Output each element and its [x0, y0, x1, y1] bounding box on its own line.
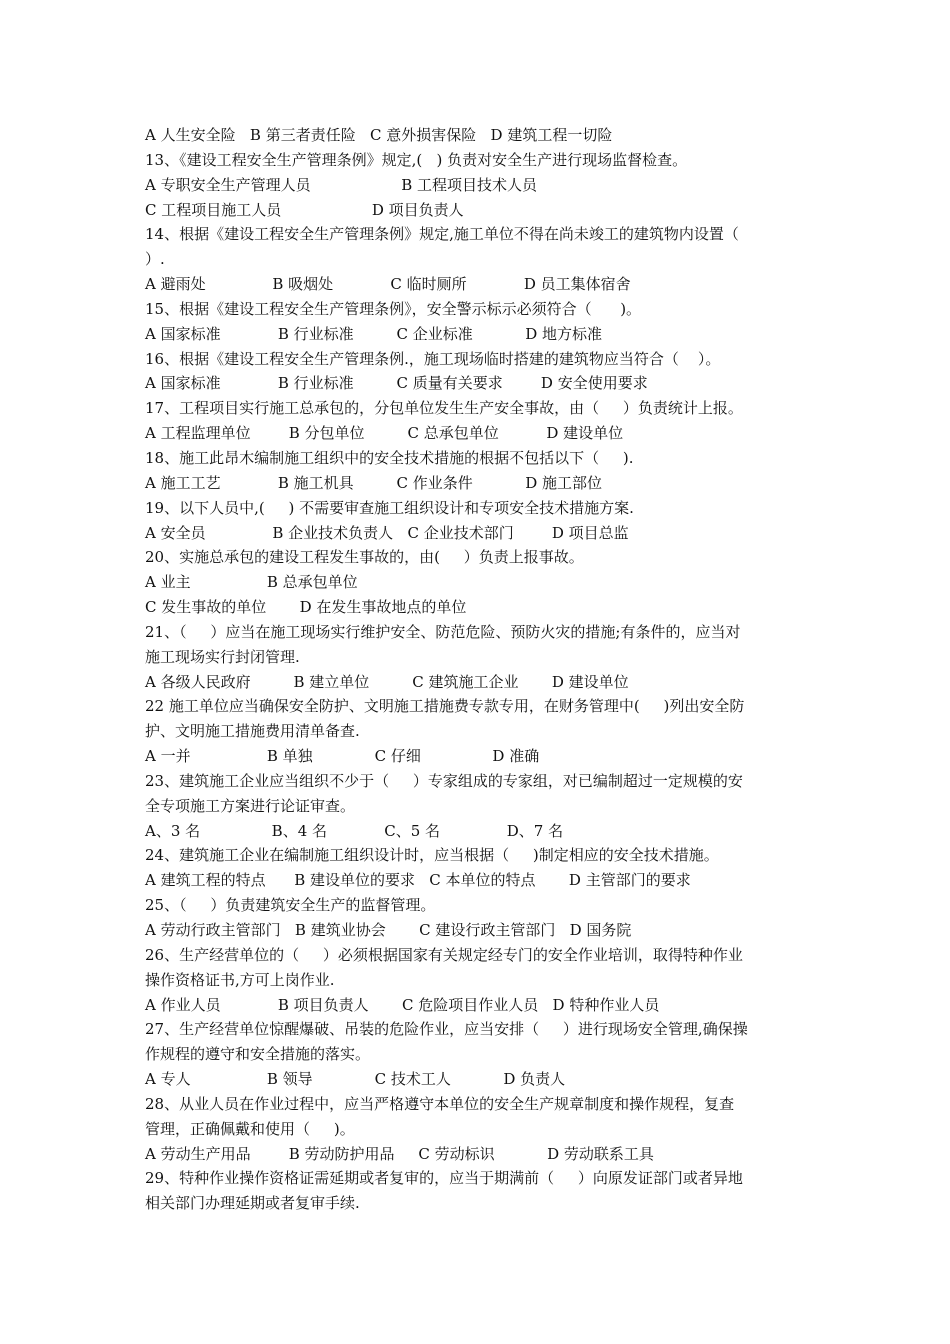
question-25: 25、（ ）负责建筑安全生产的监督管理。 [145, 896, 436, 915]
question-27: 27、生产经营单位惊醒爆破、吊装的危险作业，应当安排（ ）进行现场安全管理,确保操 [145, 1020, 748, 1039]
options-line: A 国家标准 B 行业标准 C 企业标准 D 地方标准 [145, 324, 603, 343]
options-line: A 工程监理单位 B 分包单位 C 总承包单位 D 建设单位 [145, 424, 624, 443]
question-28: 28、从业人员在作业过程中，应当严格遵守本单位的安全生产规章制度和操作规程，复查 [145, 1094, 735, 1113]
text-line: A 人生安全险 B 第三者责任险 C 意外损害保险 D 建筑工程一切险 [145, 126, 613, 144]
options-line: A 避雨处 B 吸烟处 C 临时厕所 D 员工集体宿舍 [145, 275, 631, 294]
question-28-continued: 管理，正确佩戴和使用（ )。 [145, 1119, 355, 1138]
options-line: C 发生事故的单位 D 在发生事故地点的单位 [145, 598, 467, 617]
question-20: 20、实施总承包的建设工程发生事故的，由( ）负责上报事故。 [145, 548, 584, 567]
options-line: A 建筑工程的特点 B 建设单位的要求 C 本单位的特点 D 主管部门的要求 [145, 871, 691, 890]
options-line: A 专职安全生产管理人员 B 工程项目技术人员 [145, 175, 537, 194]
options-line: A 业主 B 总承包单位 [145, 573, 358, 592]
question-15: 15、根据《建设工程安全生产管理条例》，安全警示标示必须符合（ )。 [145, 299, 642, 318]
options-line: A、3 名 B、4 名 C、5 名 D、7 名 [145, 821, 564, 840]
options-line: C 工程项目施工人员 D 项目负责人 [145, 200, 464, 219]
question-18: 18、施工此昂木编制施工组织中的安全技术措施的根据不包括以下（ ). [145, 448, 634, 467]
question-29-continued: 相关部门办理延期或者复审手续. [145, 1194, 360, 1213]
options-line: A 一并 B 单独 C 仔细 D 准确 [145, 747, 540, 766]
options-line: A 劳动行政主管部门 B 建筑业协会 C 建设行政主管部门 D 国务院 [145, 921, 632, 939]
options-line: A 安全员 B 企业技术负责人 C 企业技术部门 D 项目总监 [145, 523, 629, 542]
question-29: 29、特种作业操作资格证需延期或者复审的，应当于期满前（ ）向原发证部门或者异地 [145, 1169, 743, 1188]
question-14: 14、根据《建设工程安全生产管理条例》规定,施工单位不得在尚未竣工的建筑物内设置（ [145, 225, 739, 244]
options-line: A 国家标准 B 行业标准 C 质量有关要求 D 安全使用要求 [145, 374, 648, 393]
question-21-continued: 施工现场实行封闭管理. [145, 647, 300, 666]
question-13: 13、《建设工程安全生产管理条例》规定,( ) 负责对安全生产进行现场监督检查。 [145, 150, 688, 169]
document-page [145, 123, 813, 1216]
options-line: A 劳动生产用品 B 劳动防护用品 C 劳动标识 D 劳动联系工具 [145, 1144, 654, 1163]
question-26-continued: 操作资格证书,方可上岗作业. [145, 970, 335, 989]
options-line: A 专人 B 领导 C 技术工人 D 负责人 [145, 1070, 566, 1089]
options-line: A 施工工艺 B 施工机具 C 作业条件 D 施工部位 [145, 473, 603, 492]
options-line: A 各级人民政府 B 建立单位 C 建筑施工企业 D 建设单位 [145, 672, 629, 691]
question-27-continued: 作规程的遵守和安全措施的落实。 [145, 1045, 371, 1064]
question-22: 22 施工单位应当确保安全防护、文明施工措施费专款专用，在财务管理中( )列出安全防 [145, 697, 745, 716]
question-24: 24、建筑施工企业在编制施工组织设计时，应当根据（ )制定相应的安全技术措施。 [145, 846, 719, 865]
question-19: 19、以下人员中,( ) 不需要审查施工组织设计和专项安全技术措施方案. [145, 498, 634, 517]
question-26: 26、生产经营单位的（ ）必须根据国家有关规定经专门的安全作业培训，取得特种作业 [145, 945, 743, 964]
question-22-continued: 护、文明施工措施费用清单备查. [145, 722, 360, 741]
question-17: 17、工程项目实行施工总承包的，分包单位发生生产安全事故，由（ ）负责统计上报。 [145, 399, 743, 418]
question-16: 16、根据《建设工程安全生产管理条例.，施工现场临时搭建的建筑物应当符合（ ）。 [145, 349, 721, 368]
question-23: 23、建筑施工企业应当组织不少于（ ）专家组成的专家组，对已编制超过一定规模的安 [145, 771, 743, 790]
question-14-continued: ）. [145, 250, 165, 269]
question-21: 21、（ ）应当在施工现场实行维护安全、防范危险、预防火灾的措施;有条件的，应当对 [145, 622, 741, 641]
options-line: A 作业人员 B 项目负责人 C 危险项目作业人员 D 特种作业人员 [145, 995, 660, 1014]
question-23-continued: 全专项施工方案进行论证审查。 [145, 796, 356, 815]
